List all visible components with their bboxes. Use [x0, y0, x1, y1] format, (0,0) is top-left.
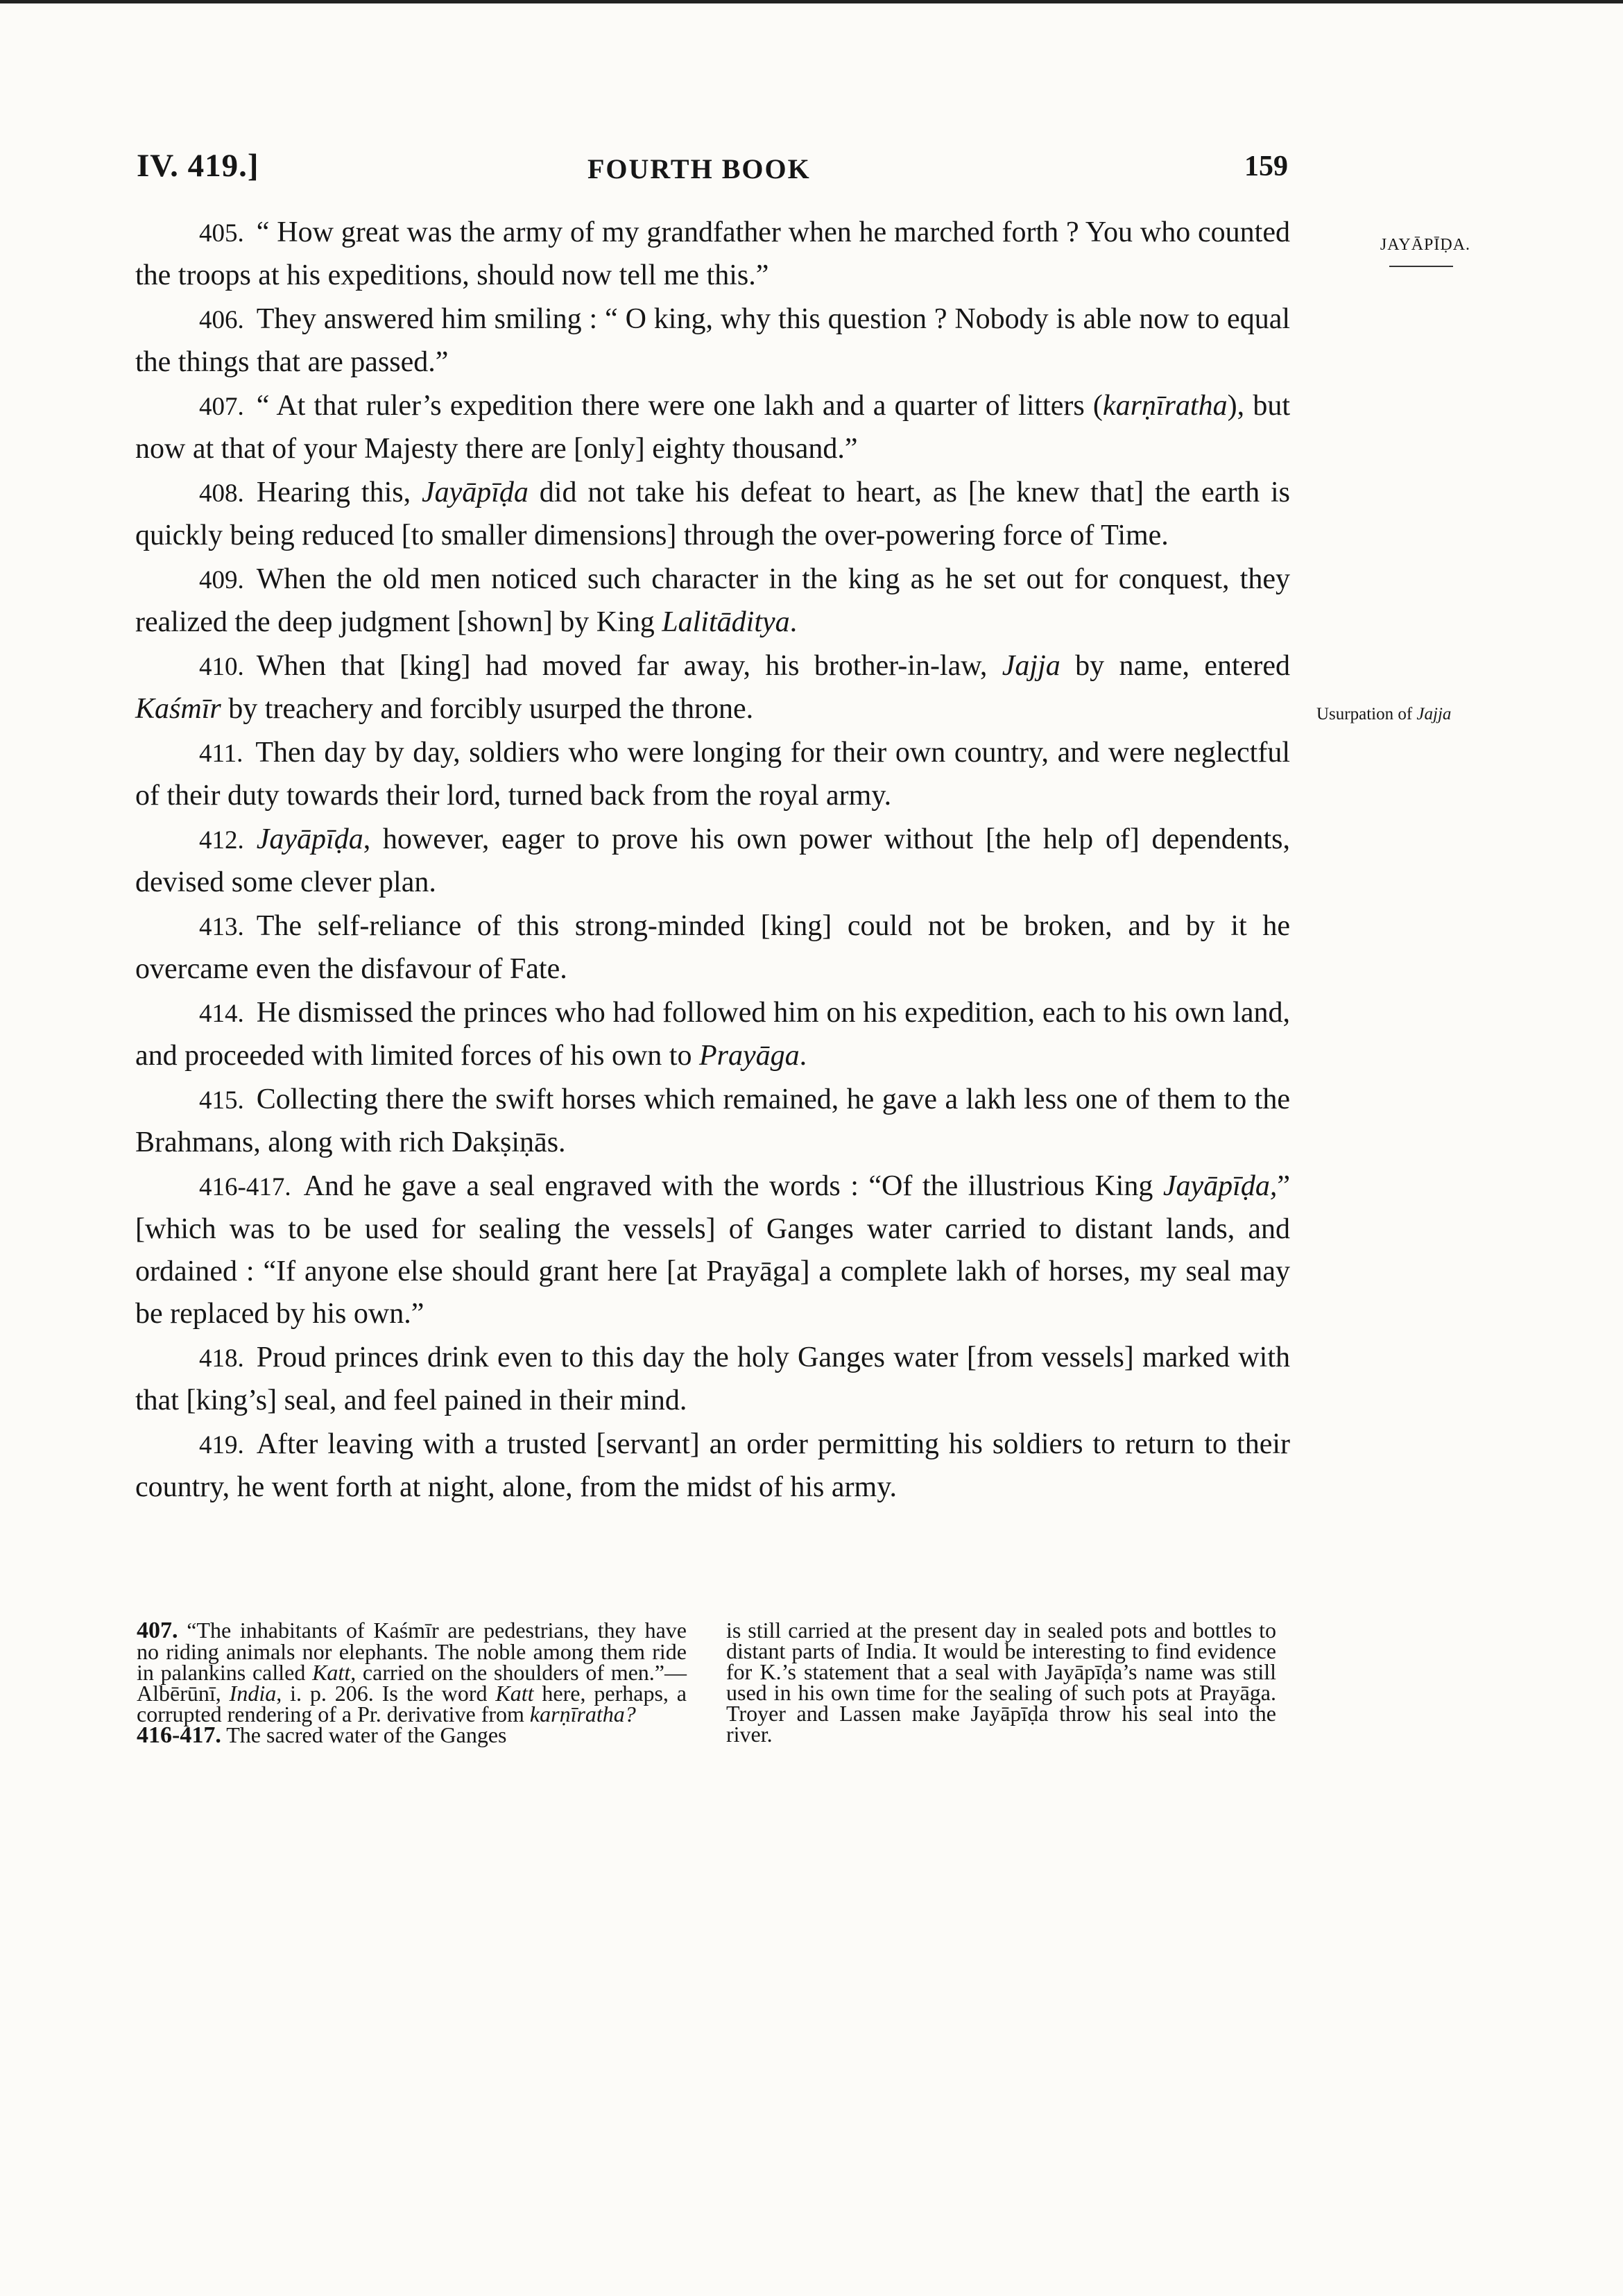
verse-text: Then day by day, soldiers who were longing for their own country, and were neglectful of their duty towards their lord, turned back from the royal army.	[135, 737, 1290, 812]
footnote-text: , i. p. 206. Is the word	[276, 1681, 496, 1706]
verse-number: 407.	[199, 393, 244, 421]
verse-text: ), but now at that of your Majesty there are [only] eighty thousand.”	[135, 390, 1290, 465]
verse-number: 411.	[199, 739, 243, 768]
verse-text: And he gave a seal engraved with the words : “Of the illustrious King	[303, 1170, 1163, 1202]
margin-rule	[1389, 266, 1453, 267]
verse-number: 419.	[199, 1431, 244, 1459]
margin-note-name: Jajja	[1416, 705, 1452, 723]
verse-term: Kaśmīr	[135, 693, 221, 725]
verse-number: 416-417.	[199, 1173, 291, 1201]
margin-note-usurpation	[1316, 705, 1525, 724]
verse-419	[135, 1423, 1290, 1509]
verse-text: .	[789, 606, 798, 638]
verse-term: Jayāpīḍa,	[1162, 1170, 1278, 1202]
verse-number: 415.	[199, 1086, 244, 1115]
main-text	[135, 212, 1290, 1509]
footnote-number: 407.	[137, 1618, 178, 1643]
verse-number: 418.	[199, 1344, 244, 1373]
running-header	[137, 147, 1288, 196]
verse-409	[135, 558, 1290, 644]
verse-number: 413.	[199, 913, 244, 941]
verse-text: Collecting there the swift horses which remained, he gave a lakh less one of them to the Brahmans, along with rich Dakṣiṇās.	[135, 1083, 1290, 1158]
footnote-text: “The inhabitants of Kaśmīr are pedestrians, they have no riding animals nor elephants. The noble among them ride in palankins called	[137, 1618, 687, 1685]
verse-text: , however, eager to prove his own power without [the help of] dependents, devised some clever plan.	[135, 823, 1290, 898]
footnote-term: Katt	[312, 1660, 351, 1685]
footnote-column-left	[137, 1620, 687, 1746]
footnote-term: karṇīratha?	[529, 1702, 636, 1727]
verse-text: The self-reliance of this strong-minded [king] could not be broken, and by it he overcame even the disfavour of Fate.	[135, 910, 1290, 985]
verse-number: 412.	[199, 826, 244, 855]
verse-410	[135, 645, 1290, 730]
verse-number: 408.	[199, 479, 244, 508]
verse-418	[135, 1337, 1290, 1422]
footnote-column-right	[726, 1620, 1276, 1745]
verse-term: Lalitāditya	[662, 606, 790, 638]
verse-number: 406.	[199, 306, 244, 334]
verse-416-417	[135, 1165, 1290, 1335]
verse-408	[135, 472, 1290, 557]
verse-text: When the old men noticed such character in the king as he set out for conquest, they realized the deep judgment [shown] by King	[135, 563, 1290, 638]
footnote-text: here, perhaps, a corrupted rendering of a Pr. derivative from	[137, 1681, 687, 1727]
verse-text: .	[799, 1040, 807, 1072]
footnote-text: , carried on the shoulders of men.”—Albērūnī,	[137, 1660, 687, 1706]
footnote-text: The sacred water of the Ganges	[226, 1722, 507, 1747]
verse-415	[135, 1079, 1290, 1164]
verse-414	[135, 992, 1290, 1077]
verse-406	[135, 298, 1290, 384]
verse-number: 414.	[199, 1000, 244, 1028]
verse-411	[135, 732, 1290, 817]
verse-text: by name, entered	[1060, 650, 1290, 682]
verse-number: 405.	[199, 219, 244, 248]
verse-413	[135, 905, 1290, 991]
verse-text: Hearing this,	[256, 477, 422, 508]
verse-text: They answered him smiling : “ O king, why this question ? Nobody is able now to equal the things that are passed.”	[135, 303, 1290, 378]
verse-text: did not take his defeat to heart, as [he knew that] the earth is quickly being reduced [to smaller dimensions] through the over-powering force of Time.	[135, 477, 1291, 551]
verse-number: 410.	[199, 653, 244, 681]
verse-term: Jayāpīḍa	[256, 823, 363, 855]
header-verse-range: IV. 419.]	[137, 148, 259, 184]
page-number: 159	[1244, 151, 1288, 182]
verse-text: When that [king] had moved far away, his brother-in-law,	[256, 650, 1002, 682]
page-edge-line	[0, 0, 1623, 3]
verse-number: 409.	[199, 566, 244, 594]
footnote-text: is still carried at the present day in sealed pots and bottles to distant parts of India. It would be interesting to find evidence for K.’s statement that a seal with Jayāpīḍa’s name was still used in his own time for the sealing of such pots at Prayāga. Troyer and Lassen make Jayāpīḍa throw his seal into the river.	[726, 1618, 1276, 1747]
verse-term: karṇīratha	[1102, 390, 1228, 422]
margin-note-text: Usurpation of	[1316, 705, 1417, 723]
verse-text: “ How great was the army of my grandfather when he marched forth ? You who counted the troops at his expeditions, should now tell me this.”	[135, 216, 1290, 291]
footnote-number: 416-417.	[137, 1722, 221, 1748]
footnote-term: India	[229, 1681, 277, 1706]
verse-text: “ At that ruler’s expedition there were one lakh and a quarter of litters (	[256, 390, 1103, 422]
verse-term: Jayāpīḍa	[421, 477, 529, 508]
verse-405	[135, 212, 1290, 297]
verse-text: He dismissed the princes who had followed him on his expedition, each to his own land, and proceeded with limited forces of his own to	[135, 997, 1290, 1072]
verse-term: Prayāga	[698, 1040, 800, 1072]
verse-text: ” [which was to be used for sealing the vessels] of Ganges water carried to distant lands, and ordained : “If anyone else should grant here [at Prayāga] a complete lakh of horses, my seal may be replaced by his own.”	[135, 1170, 1290, 1330]
margin-heading: JAYĀPĪḌA.	[1380, 236, 1471, 254]
header-book-title: FOURTH BOOK	[587, 153, 811, 185]
footnote-term: Katt	[495, 1681, 534, 1706]
verse-text: by treachery and forcibly usurped the throne.	[221, 693, 754, 725]
verse-term: Jajja	[1002, 650, 1060, 682]
verse-text: Proud princes drink even to this day the holy Ganges water [from vessels] marked with that [king’s] seal, and feel pained in their mind.	[135, 1342, 1290, 1416]
verse-412	[135, 819, 1290, 904]
verse-text: After leaving with a trusted [servant] an order permitting his soldiers to return to their country, he went forth at night, alone, from the midst of his army.	[135, 1428, 1290, 1503]
verse-407	[135, 385, 1290, 470]
